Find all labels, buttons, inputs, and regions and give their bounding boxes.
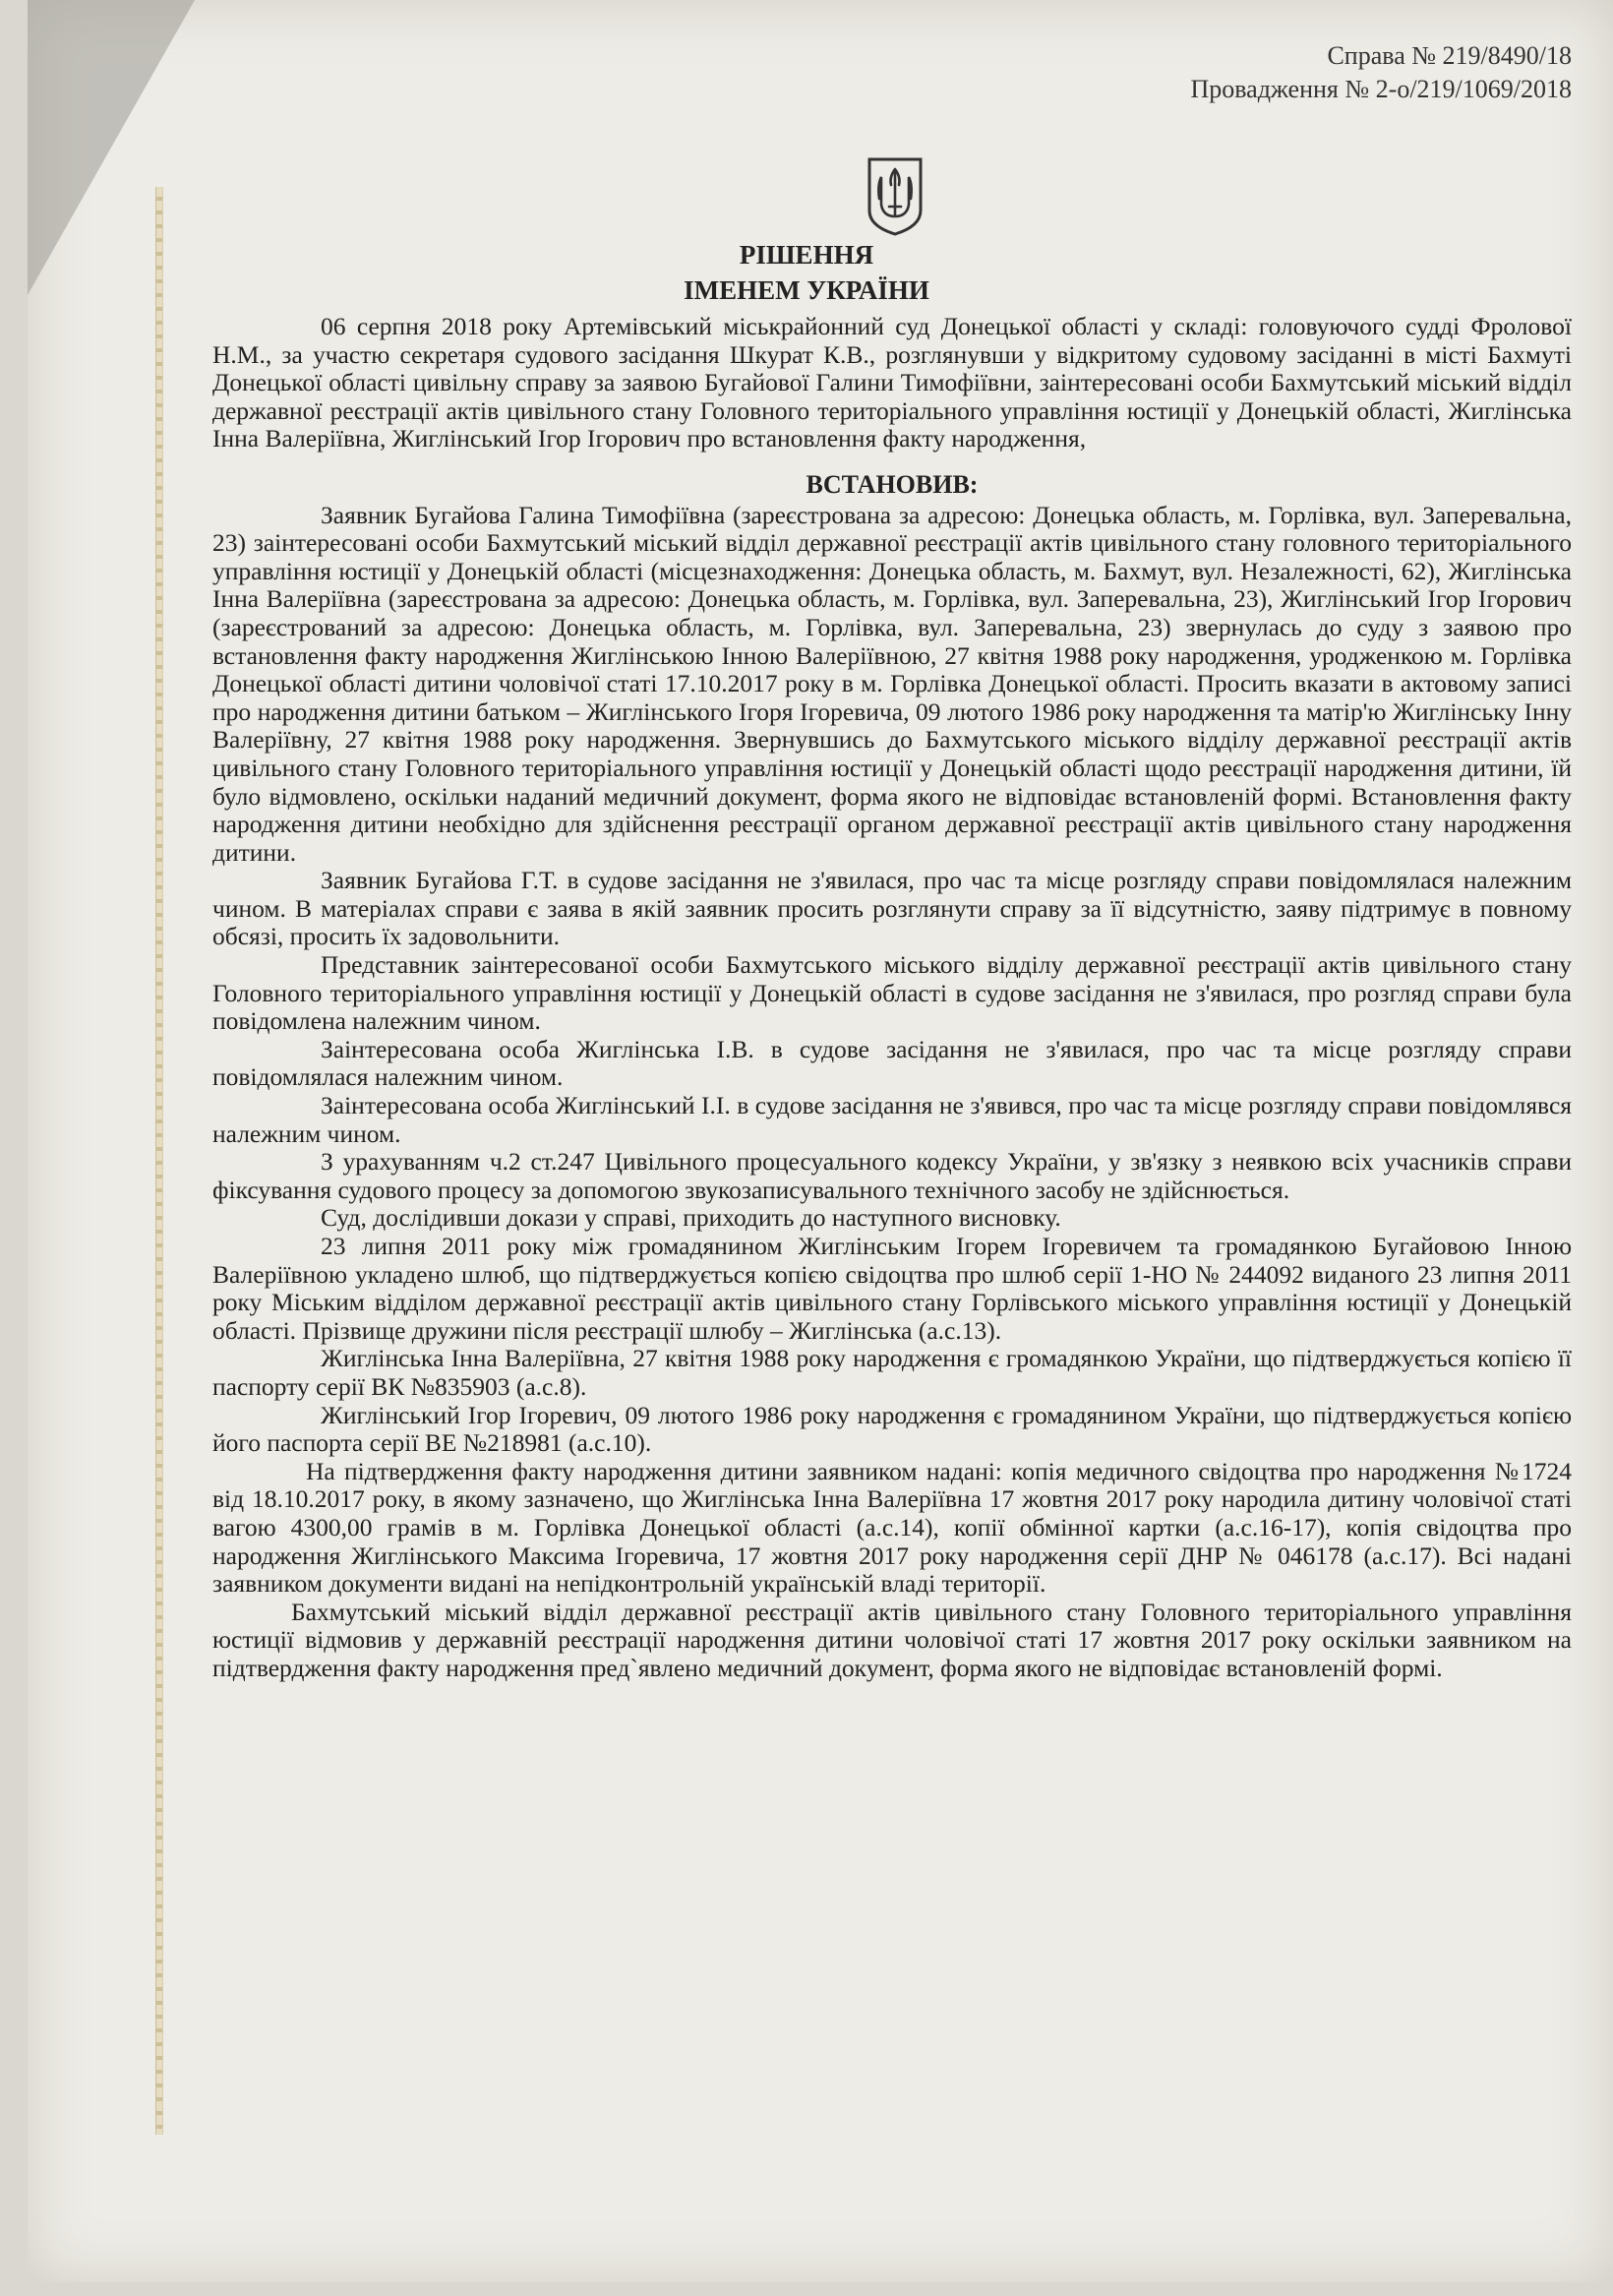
case-reference-block	[1190, 39, 1572, 106]
paragraph-father-citizenship: Жиглінський Ігор Ігоревич, 09 лютого 1986 року народження є громадянином України, що підтверджується копією його паспорта серії ВЕ №218981 (а.с.10).	[212, 1400, 1572, 1458]
paragraph-marriage: 23 липня 2011 року між громадянином Жиглінським Ігорем Ігоревичем та громадянкою Бугайовою Інною Валеріївною укладено шлюб, що підтверджується копією свідоцтва про шлюб серії 1-НО № 244092 виданого 23 липня 2011 року Міським відділом державної реєстрації актів цивільного стану Горлівського міського управління юстиції у Донецькій області. Прізвище дружини після реєстрації шлюбу – Жиглінська (а.с.13).	[212, 1232, 1572, 1345]
document-title: РІШЕННЯ	[739, 240, 874, 270]
paragraph-father-absence: Заінтересована особа Жиглінський І.І. в судове засідання не з'явився, про час та місце розгляду справи повідомлявся належним чином.	[212, 1091, 1572, 1148]
paragraph-applicant-absence: Заявник Бугайова Г.Т. в судове засідання не з'явилася, про час та місце розгляду справи повідомлялася належним чином. В матеріалах справи є заява в якій заявник просить розглянути справу за її відсутністю, заяву підтримує в повному обсязі, просить їх задовольнити.	[212, 866, 1572, 951]
document-body	[212, 313, 1572, 1683]
paragraph-refusal: Бахмутський міський відділ державної реєстрації актів цивільного стану Головного територіального управління юстиції відмовив у державній реєстрації народження дитини чоловічої статі 17 жовтня 2017 року оскільки заявником на підтвердження факту народження пред`явлено медичний документ, форма якого не відповідає встановленій формі.	[212, 1597, 1572, 1682]
proceeding-number: Провадження № 2-о/219/1069/2018	[1190, 75, 1572, 103]
paragraph-mother-absence: Заінтересована особа Жиглінська І.В. в судове засідання не з'явилася, про час та місце розгляду справи повідомлялася належним чином.	[212, 1034, 1572, 1092]
trident-emblem-icon	[866, 155, 925, 236]
intro-paragraph: 06 серпня 2018 року Артемівський міськрайонний суд Донецької області у складі: головуючого судді Фролової Н.М., за участю секретаря судового засідання Шкурат К.В., розглянувши у відкритому судовому засіданні в місті Бахмуті Донецької області цивільну справу за заявою Бугайової Галини Тимофіївни, заінтересовані особи Бахмутський міський відділ державної реєстрації актів цивільного стану Головного територіального управління юстиції у Донецькій області, Жиглінська Інна Валеріївна, Жиглінський Ігор Ігорович про встановлення факту народження,	[212, 312, 1572, 453]
paragraph-claim: Заявник Бугайова Галина Тимофіївна (зареєстрована за адресою: Донецька область, м. Горлівка, вул. Заперевальна, 23) заінтересовані особи Бахмутський міський відділ державної реєстрації актів цивільного стану головного територіального управління юстиції у Донецькій області (місцезнаходження: Донецька область, м. Бахмут, вул. Незалежності, 62), Жиглінська Інна Валеріївна (зареєстрована за адресою: Донецька область, м. Горлівка, вул. Заперевальна, 23), Жиглінський Ігор Ігорович (зареєстрований за адресою: Донецька область, м. Горлівка, вул. Заперевальна, 23) звернулась до суду з заявою про встановлення факту народження Жиглінською Інною Валеріївною, 27 квітня 1988 року народження, уродженкою м. Горлівка Донецької області дитини чоловічої статі 17.10.2017 року в м. Горлівка Донецької області. Просить вказати в актовому записі про народження дитини батьком – Жиглінського Ігоря Ігоревича, 09 лютого 1986 року народження та матір'ю Жиглінську Інну Валеріївну, 27 квітня 1988 року народження. Звернувшись до Бахмутського міського відділу державної реєстрації актів цивільного стану Головного територіального управління юстиції у Донецькій області щодо реєстрації народження дитини, їй було відмовлено, оскільки наданий медичний документ, форма якого не відповідає встановленій формі. Встановлення факту народження дитини необхідно для здійснення реєстрації органом державної реєстрації актів цивільного стану народження дитини.	[212, 500, 1572, 867]
paragraph-mother-citizenship: Жиглінська Інна Валеріївна, 27 квітня 1988 року народження є громадянкою України, що підтверджується копією її паспорту серії ВК №835903 (а.с.8).	[212, 1344, 1572, 1401]
paragraph-recording: З урахуванням ч.2 ст.247 Цивільного процесуального кодексу України, у зв'язку з неявкою всіх учасників справи фіксування судового процесу за допомогою звукозаписувального технічного засобу не здійснюється.	[212, 1147, 1572, 1204]
document-subtitle: ІМЕНЕМ УКРАЇНИ	[684, 275, 929, 305]
section-heading: ВСТАНОВИВ:	[806, 469, 979, 499]
case-number: Справа № 219/8490/18	[1327, 41, 1572, 70]
binding-thread	[155, 187, 163, 2135]
paragraph-evidence: На підтвердження факту народження дитини заявником надані: копія медичного свідоцтва про народження №1724 від 18.10.2017 року, в якому зазначено, що Жиглінська Інна Валеріївна 17 жовтня 2017 року народила дитину чоловічої статі вагою 4300,00 грамів в м. Горлівка Донецької області (а.с.14), копії обмінної картки (а.с.16-17), копія свідоцтва про народження Жиглінського Максима Ігоревича, 17 жовтня 2017 року народження серії ДНР № 046178 (а.с.17). Всі надані заявником документи видані на непідконтрольній українській владі території.	[212, 1456, 1572, 1599]
paragraph-court-conclusion: Суд, дослідивши докази у справі, приходить до наступного висновку.	[321, 1203, 1061, 1233]
paragraph-registry-absence: Представник заінтересованої особи Бахмутського міського відділу державної реєстрації актів цивільного стану Головного територіального управління юстиції у Донецькій області в судове засідання не з'явилася, про розгляд справи була повідомлена належним чином.	[212, 950, 1572, 1036]
